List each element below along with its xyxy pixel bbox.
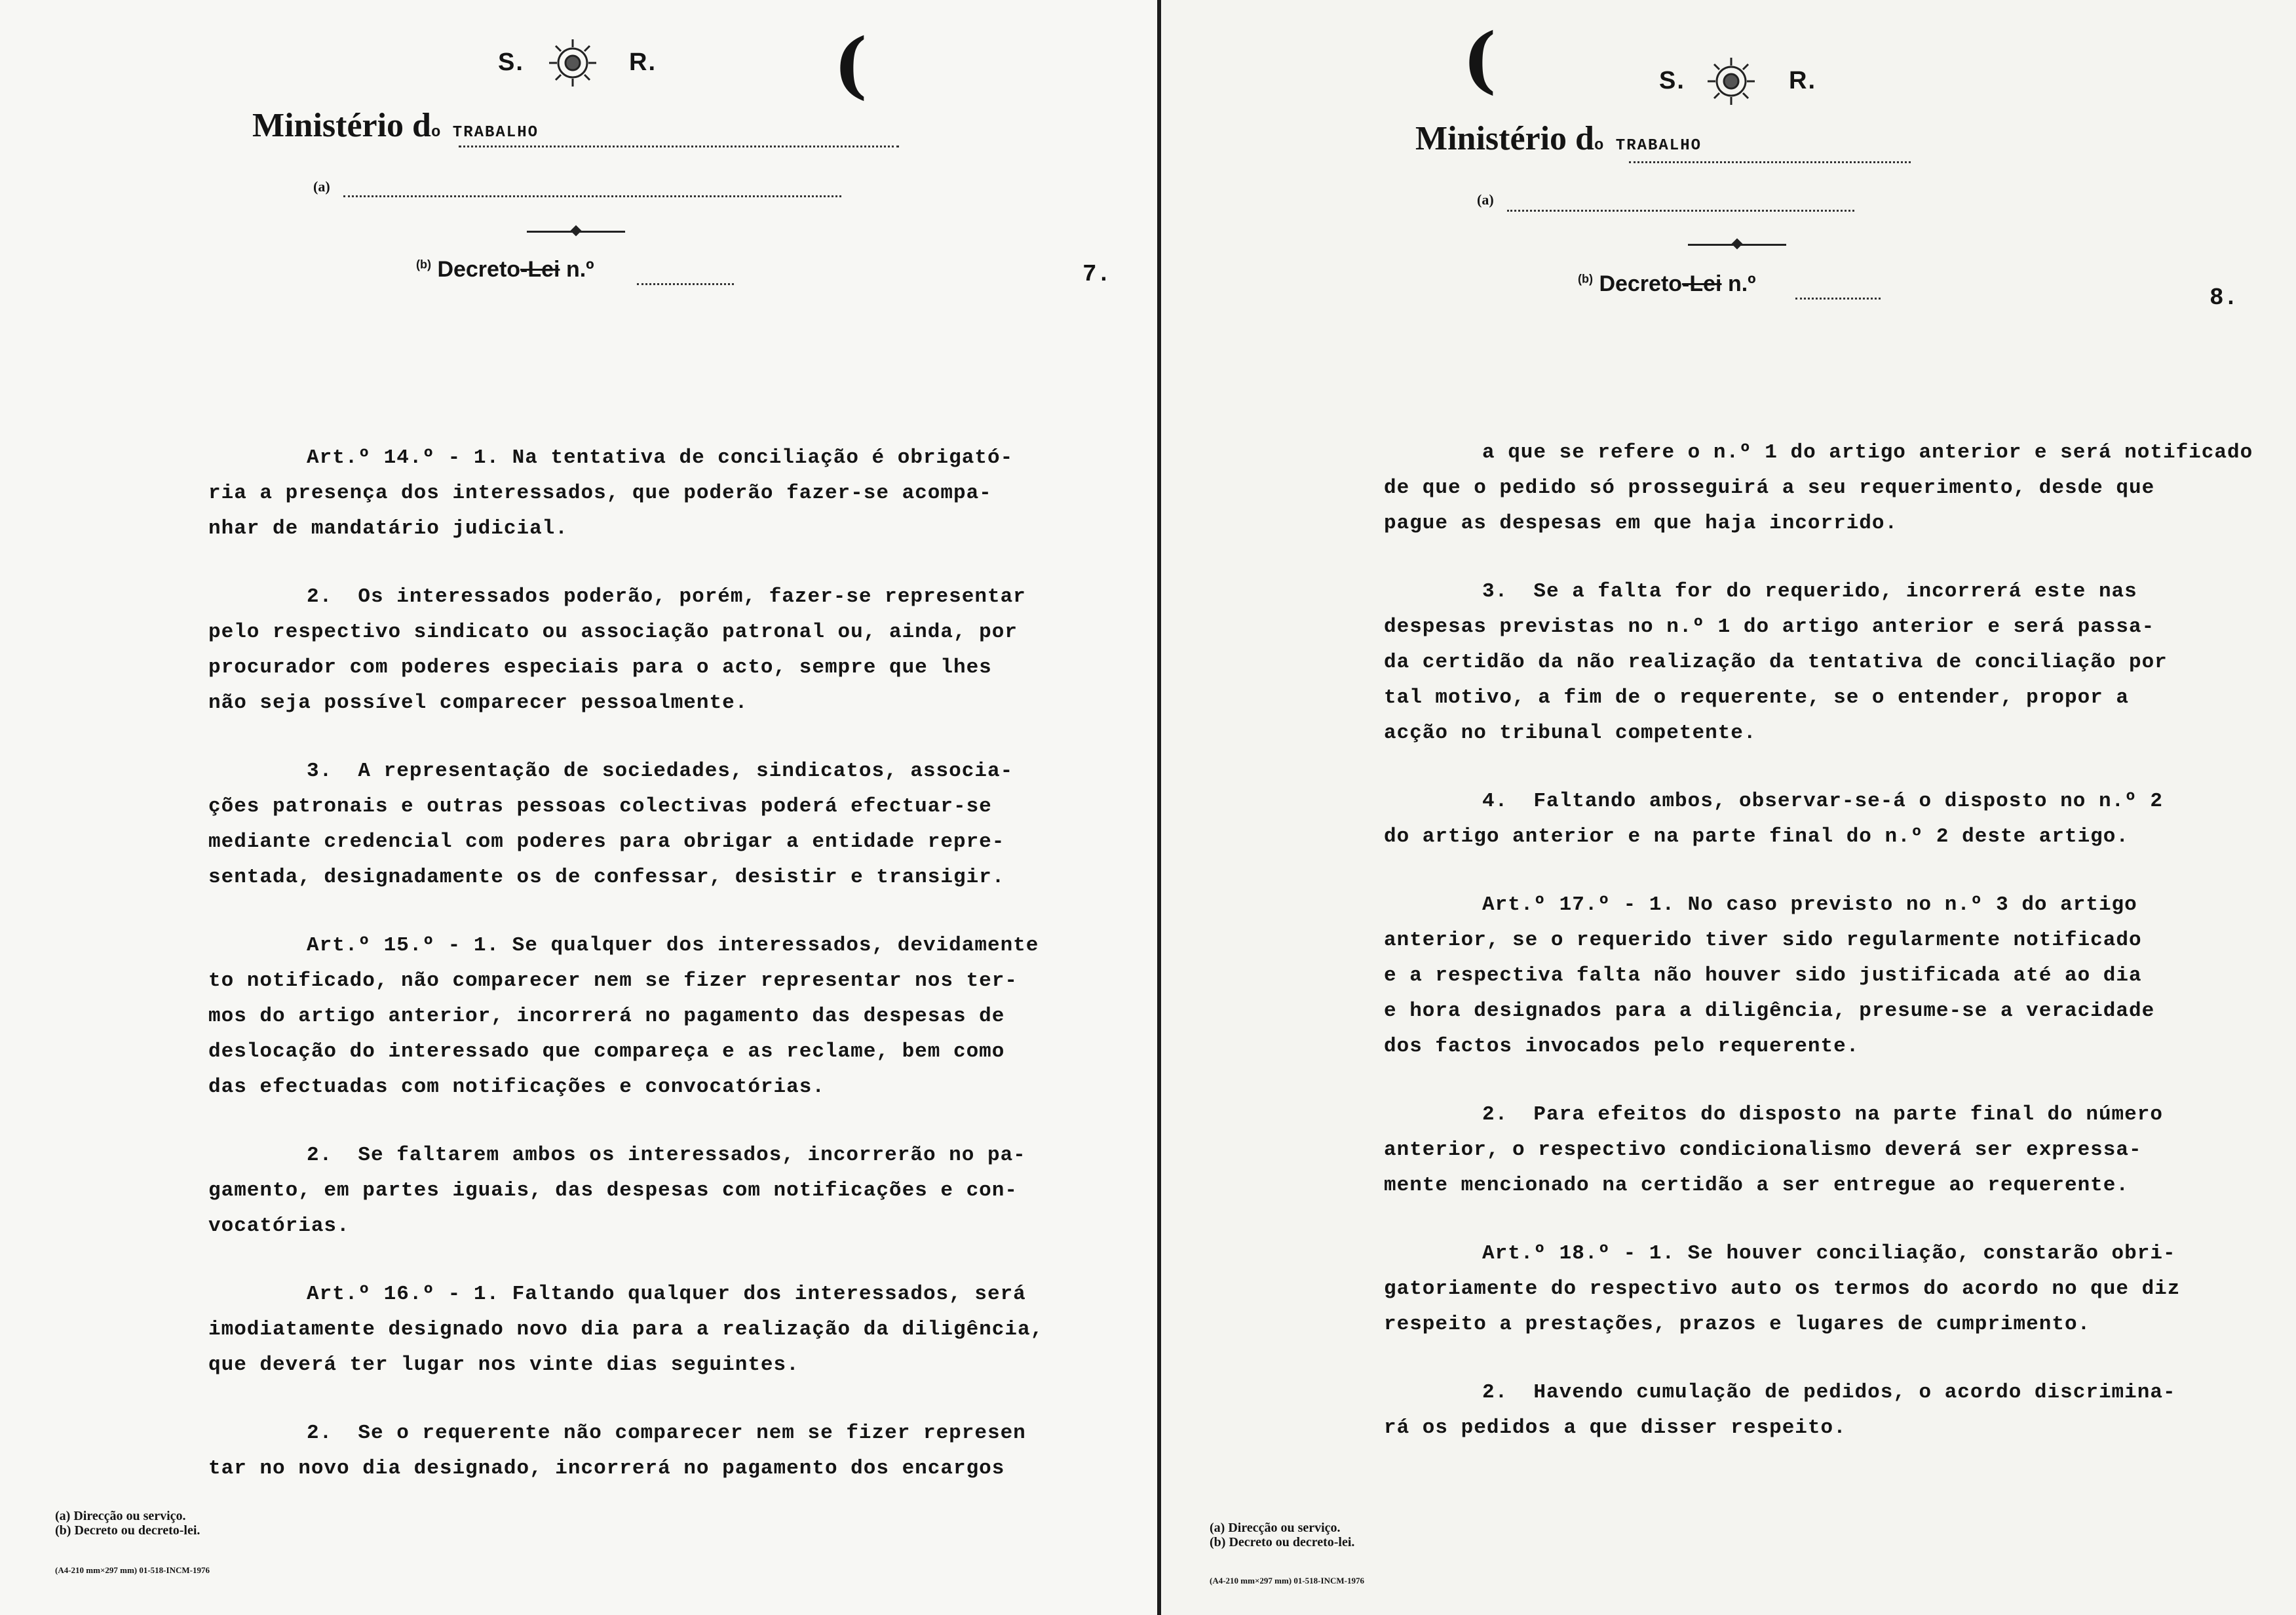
page-gutter xyxy=(1157,0,1161,1615)
text-line: de que o pedido só prosseguirá a seu requerimento, desde que xyxy=(1384,477,2155,499)
paragraph xyxy=(208,928,1043,1105)
text-line: sentada, designadamente os de confessar, desistir e transigir. xyxy=(208,866,1005,889)
text-line: do artigo anterior e na parte final do n.º 2 deste artigo. xyxy=(1384,825,2129,848)
decreto-b-label: (b) xyxy=(1578,272,1593,286)
paragraph xyxy=(208,754,1043,895)
paragraph xyxy=(1384,887,2253,1064)
text-line: nhar de mandatário judicial. xyxy=(208,517,568,540)
left-body-text xyxy=(208,440,1043,1519)
page-number: 8. xyxy=(2210,284,2238,311)
print-reference: (A4-210 mm×297 mm) 01-518-INCM-1976 xyxy=(55,1565,210,1575)
footnote-a: (a) Direcção ou serviço. xyxy=(55,1509,186,1523)
paragraph xyxy=(1384,1236,2253,1342)
header-r-right: R. xyxy=(1789,67,1816,94)
crescent-mark-icon: ( xyxy=(833,22,868,107)
field-a-label: (a) xyxy=(1477,191,1494,208)
header-s-left: S. xyxy=(498,49,524,76)
ministerio-label: Ministério d xyxy=(252,107,431,144)
decreto-struck: -Lei xyxy=(520,257,560,282)
paragraph xyxy=(208,1277,1043,1383)
right-body-text xyxy=(1384,435,2253,1479)
text-line: Art.º 18.º - 1. Se houver conciliação, constarão obri- xyxy=(1482,1242,2176,1265)
paragraph xyxy=(1384,784,2253,855)
text-line: Art.º 17.º - 1. No caso previsto no n.º 3 do artigo xyxy=(1482,893,2137,916)
text-line: to notificado, não comparecer nem se fizer representar nos ter- xyxy=(208,969,1018,992)
ministry-name: o TRABALHO xyxy=(1594,137,1702,155)
text-line: dos factos invocados pelo requerente. xyxy=(1384,1035,1860,1058)
text-line: mediante credencial com poderes para obrigar a entidade repre- xyxy=(208,830,1005,853)
text-line: mos do artigo anterior, incorrerá no pagamento das despesas de xyxy=(208,1005,1005,1028)
ministry-dotted-line xyxy=(1629,161,1911,163)
text-line: e a respectiva falta não houver sido justificada até ao dia xyxy=(1384,964,2142,987)
left-footnotes xyxy=(55,1509,200,1538)
field-a-dotted-line xyxy=(343,195,841,197)
text-line: mente mencionado na certidão a ser entregue ao requerente. xyxy=(1384,1174,2129,1197)
footnote-b: (b) Decreto ou decreto-lei. xyxy=(1210,1535,1355,1549)
coat-of-arms-icon xyxy=(1700,50,1763,113)
text-line: vocatórias. xyxy=(208,1215,350,1237)
ministry-name: o TRABALHO xyxy=(430,124,539,142)
text-line: e hora designados para a diligência, presume-se a veracidade xyxy=(1384,1000,2155,1022)
separator-diamond xyxy=(1732,239,1743,250)
decreto-dotted-line xyxy=(637,283,734,285)
text-line: rá os pedidos a que disser respeito. xyxy=(1384,1416,1846,1439)
text-line: 2. Os interessados poderão, porém, fazer-se representar xyxy=(307,585,1026,608)
text-line: pague as despesas em que haja incorrido. xyxy=(1384,512,1898,535)
page-number: 7. xyxy=(1082,261,1111,288)
text-line: Art.º 14.º - 1. Na tentativa de conciliação é obrigató- xyxy=(307,446,1014,469)
decreto-b-label: (b) xyxy=(416,258,431,271)
text-line: a que se refere o n.º 1 do artigo anterior e será notificado xyxy=(1482,441,2253,464)
decreto-suffix: n.º xyxy=(560,257,594,282)
text-line: 3. Se a falta for do requerido, incorrerá este nas xyxy=(1482,580,2137,603)
paragraph xyxy=(208,579,1043,721)
text-line: 2. Para efeitos do disposto na parte final do número xyxy=(1482,1103,2163,1126)
coat-of-arms-icon xyxy=(541,31,604,94)
paragraph xyxy=(1384,435,2253,541)
footnote-b: (b) Decreto ou decreto-lei. xyxy=(55,1523,201,1538)
decreto-suffix: n.º xyxy=(1721,271,1756,296)
text-line: Art.º 15.º - 1. Se qualquer dos interessados, devidamente xyxy=(307,934,1039,957)
ministerio-label: Ministério d xyxy=(1415,120,1594,157)
decreto-dotted-line xyxy=(1795,298,1881,300)
ministerio-heading xyxy=(252,106,539,145)
decreto-word: Decreto xyxy=(1599,271,1683,296)
text-line: não seja possível comparecer pessoalmente. xyxy=(208,691,748,714)
text-line: respeito a prestações, prazos e lugares de cumprimento. xyxy=(1384,1313,2091,1336)
text-line: anterior, se o requerido tiver sido regularmente notificado xyxy=(1384,929,2142,952)
paragraph xyxy=(208,440,1043,547)
footnote-a: (a) Direcção ou serviço. xyxy=(1210,1521,1341,1535)
text-line: pelo respectivo sindicato ou associação patronal ou, ainda, por xyxy=(208,621,1018,644)
right-page xyxy=(1162,0,2296,1615)
paragraph xyxy=(1384,1097,2253,1203)
field-a-label: (a) xyxy=(313,178,330,195)
paragraph xyxy=(1384,1375,2253,1446)
header-s-right: S. xyxy=(1659,67,1685,94)
header-r-left: R. xyxy=(629,49,657,76)
ministerio-heading xyxy=(1415,119,1702,158)
ministry-dotted-line xyxy=(459,146,899,147)
text-line: 2. Havendo cumulação de pedidos, o acordo discrimina- xyxy=(1482,1381,2176,1404)
text-line: anterior, o respectivo condicionalismo deverá ser expressa- xyxy=(1384,1138,2142,1161)
crescent-mark-icon: ( xyxy=(1463,17,1497,102)
text-line: deslocação do interessado que compareça e as reclame, bem como xyxy=(208,1040,1005,1063)
text-line: 2. Se o requerente não comparecer nem se fizer represen xyxy=(307,1422,1026,1445)
text-line: despesas previstas no n.º 1 do artigo anterior e será passa- xyxy=(1384,615,2155,638)
text-line: 2. Se faltarem ambos os interessados, incorrerão no pa- xyxy=(307,1144,1026,1167)
separator-diamond xyxy=(571,225,582,237)
text-line: ções patronais e outras pessoas colectivas poderá efectuar-se xyxy=(208,795,992,818)
text-line: tar no novo dia designado, incorrerá no pagamento dos encargos xyxy=(208,1457,1005,1480)
decreto-word: Decreto xyxy=(437,257,521,282)
paragraph xyxy=(208,1416,1043,1487)
decreto-heading xyxy=(1578,271,1756,297)
text-line: das efectuadas com notificações e convocatórias. xyxy=(208,1076,825,1099)
paragraph xyxy=(208,1138,1043,1244)
text-line: 4. Faltando ambos, observar-se-á o disposto no n.º 2 xyxy=(1482,790,2163,813)
text-line: ria a presença dos interessados, que poderão fazer-se acompa- xyxy=(208,482,992,505)
text-line: que deverá ter lugar nos vinte dias seguintes. xyxy=(208,1353,799,1376)
paragraph xyxy=(1384,574,2253,751)
text-line: procurador com poderes especiais para o acto, sempre que lhes xyxy=(208,656,992,679)
text-line: imodiatamente designado novo dia para a realização da diligência, xyxy=(208,1318,1044,1341)
decreto-struck: -Lei xyxy=(1682,271,1722,296)
text-line: Art.º 16.º - 1. Faltando qualquer dos interessados, será xyxy=(307,1283,1026,1306)
text-line: gatoriamente do respectivo auto os termos do acordo no que diz xyxy=(1384,1277,2181,1300)
print-reference: (A4-210 mm×297 mm) 01-518-INCM-1976 xyxy=(1210,1576,1364,1586)
text-line: 3. A representação de sociedades, sindicatos, associa- xyxy=(307,760,1014,783)
right-footnotes xyxy=(1210,1521,1354,1549)
text-line: da certidão da não realização da tentativa de conciliação por xyxy=(1384,651,2168,674)
text-line: tal motivo, a fim de o requerente, se o entender, propor a xyxy=(1384,686,2129,709)
text-line: acção no tribunal competente. xyxy=(1384,722,1757,745)
decreto-heading xyxy=(416,257,594,282)
text-line: gamento, em partes iguais, das despesas com notificações e con- xyxy=(208,1179,1018,1202)
field-a-dotted-line xyxy=(1507,210,1854,212)
